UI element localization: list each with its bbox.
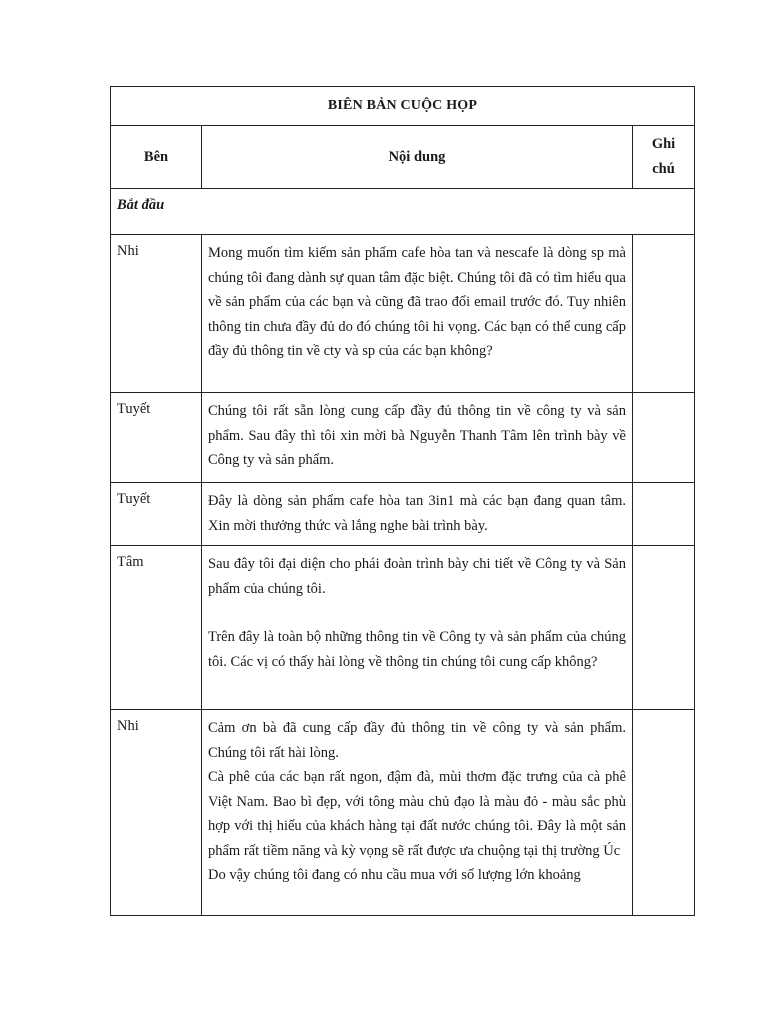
section-row: [111, 189, 695, 235]
table-row: [111, 393, 695, 483]
header-content: Nội dung: [202, 126, 633, 189]
note-cell: [633, 710, 695, 916]
header-party: Bên: [111, 126, 202, 189]
speaker-cell: Nhi: [111, 235, 202, 393]
content-paragraph: Sau đây tôi đại diện cho phái đoàn trình bày chi tiết về Công ty và Sản phẩm của chúng tôi.: [208, 556, 626, 597]
document-title: BIÊN BẢN CUỘC HỌP: [111, 87, 695, 126]
note-cell: [633, 546, 695, 710]
table-row: [111, 710, 695, 916]
content-cell: [202, 393, 633, 483]
table-row: [111, 235, 695, 393]
section-label: Bắt đầu: [111, 189, 695, 235]
note-cell: [633, 393, 695, 483]
content-paragraph: Mong muốn tìm kiếm sản phẩm cafe hòa tan và nescafe là dòng sp mà chúng tôi đang dành sự quan tâm đặc biệt. Chúng tôi đã có tìm hiểu qua về sản phẩm của các bạn và cũng đã trao đổi email trước đó. Tuy nhiên thông tin chưa đầy đủ do đó chúng tôi hi vọng. Các bạn có thể cung cấp đầy đủ thông tin về cty và sp của các bạn không?: [208, 245, 626, 359]
content-paragraph: Cảm ơn bà đã cung cấp đầy đủ thông tin về công ty và sản phẩm. Chúng tôi rất hài lòng.: [208, 720, 626, 761]
content-paragraph: Chúng tôi rất sẵn lòng cung cấp đầy đủ thông tin về công ty và sản phẩm. Sau đây thì tôi xin mời bà Nguyễn Thanh Tâm lên trình bày về Công ty và sản phẩm.: [208, 403, 626, 468]
content-paragraph: Do vậy chúng tôi đang có nhu cầu mua với số lượng lớn khoảng: [208, 867, 581, 883]
content-cell: [202, 546, 633, 710]
header-note-line2: chú: [652, 161, 675, 177]
content-paragraph: Cà phê của các bạn rất ngon, đậm đà, mùi thơm đặc trưng của cà phê Việt Nam. Bao bì đẹp, với tông màu chủ đạo là màu đỏ - màu sắc phù hợp với thị hiếu của khách hàng tại đất nước chúng tôi. Đây là một sản phẩm rất tiềm năng và kỳ vọng sẽ rất được ưa chuộng tại thị trường Úc: [208, 769, 626, 859]
note-cell: [633, 483, 695, 546]
speaker-cell: Nhi: [111, 710, 202, 916]
header-note-line1: Ghi: [651, 136, 676, 152]
content-cell: [202, 235, 633, 393]
header-row: [111, 126, 695, 189]
content-cell: [202, 483, 633, 546]
table-row: [111, 546, 695, 710]
speaker-cell: Tâm: [111, 546, 202, 710]
note-cell: [633, 235, 695, 393]
meeting-minutes-table: [110, 86, 695, 916]
speaker-cell: Tuyết: [111, 483, 202, 546]
table-row: [111, 483, 695, 546]
content-paragraph: Trên đây là toàn bộ những thông tin về Công ty và sản phẩm của chúng tôi. Các vị có thấy hài lòng về thông tin chúng tôi cung cấp không?: [208, 629, 626, 670]
header-note: [633, 126, 695, 189]
title-row: [111, 87, 695, 126]
speaker-cell: Tuyết: [111, 393, 202, 483]
content-cell: [202, 710, 633, 916]
content-paragraph: Đây là dòng sản phẩm cafe hòa tan 3in1 mà các bạn đang quan tâm. Xin mời thưởng thức và lắng nghe bài trình bày.: [208, 493, 626, 534]
